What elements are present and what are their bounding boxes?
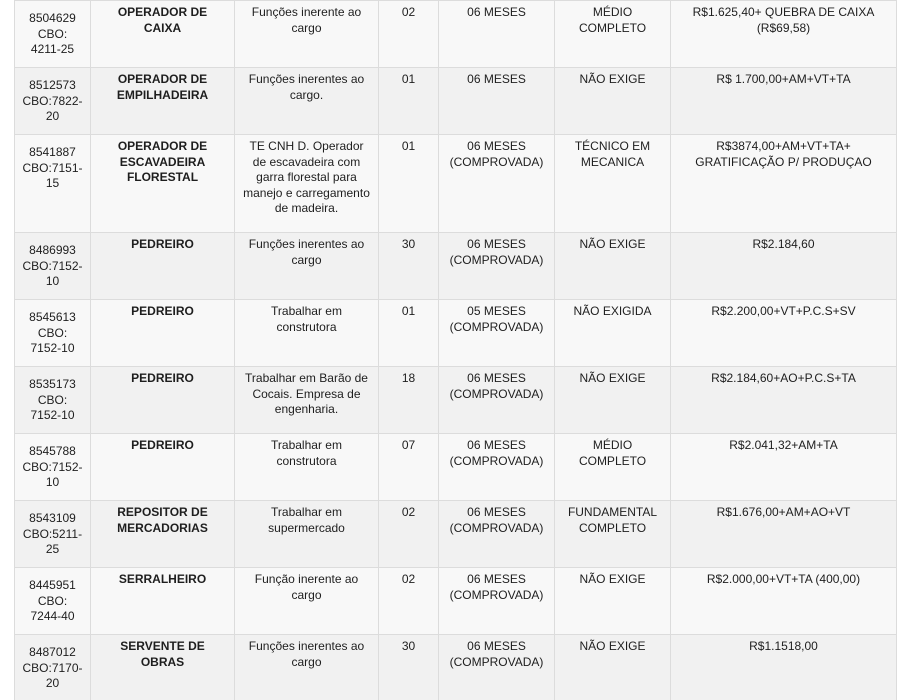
experience-cell — [439, 635, 555, 700]
table-row — [15, 568, 897, 635]
job-code-cell — [15, 1, 91, 68]
salary-cell — [671, 501, 897, 568]
job-listings-body — [15, 1, 897, 700]
experience-text: 06 MESES — [467, 72, 526, 86]
job-title-cell — [91, 501, 235, 568]
salary-text: R$2.000,00+VT+TA (400,00) — [706, 572, 861, 586]
requirements-text: Trabalhar em Barão de Cocais. Empresa de engenharia. — [245, 371, 368, 416]
job-title-cell — [91, 434, 235, 501]
requirements-cell — [235, 1, 379, 68]
salary-text: R$2.184,60 — [752, 237, 815, 251]
requirements-cell — [235, 233, 379, 300]
education-cell — [555, 1, 671, 68]
experience-text: 06 MESES — [467, 5, 526, 19]
experience-text: 06 MESES (COMPROVADA) — [449, 371, 544, 401]
requirements-cell — [235, 434, 379, 501]
table-row — [15, 501, 897, 568]
salary-text: R$1.676,00+AM+AO+VT — [716, 505, 851, 519]
requirements-text: Trabalhar em construtora — [271, 438, 342, 468]
experience-text: 06 MESES (COMPROVADA) — [449, 237, 544, 267]
salary-text: R$2.041,32+AM+TA — [729, 438, 838, 452]
salary-text: R$1.1518,00 — [749, 639, 818, 653]
education-text: MÉDIO COMPLETO — [578, 438, 647, 468]
requirements-cell — [235, 300, 379, 367]
quantity-text: 01 — [401, 304, 416, 318]
job-title-text: OPERADOR DE CAIXA — [117, 5, 208, 35]
quantity-cell — [379, 367, 439, 434]
quantity-cell — [379, 135, 439, 233]
salary-cell — [671, 300, 897, 367]
experience-cell — [439, 434, 555, 501]
job-code-cell — [15, 568, 91, 635]
requirements-text: TE CNH D. Operador de escavadeira com garra florestal para manejo e carregamento de madeira. — [243, 139, 370, 215]
requirements-text: Trabalhar em supermercado — [268, 505, 345, 535]
salary-cell — [671, 367, 897, 434]
job-code-cell — [15, 635, 91, 700]
quantity-text: 30 — [401, 237, 416, 251]
experience-text: 06 MESES (COMPROVADA) — [449, 139, 544, 169]
salary-text: R$2.200,00+VT+P.C.S+SV — [711, 304, 856, 318]
job-code-cell — [15, 501, 91, 568]
job-code-text: 8486993 CBO:7152- 10 — [22, 243, 83, 288]
experience-text: 06 MESES (COMPROVADA) — [449, 505, 544, 535]
education-cell — [555, 233, 671, 300]
requirements-cell — [235, 501, 379, 568]
education-text: FUNDAMENTAL COMPLETO — [567, 505, 658, 535]
job-code-cell — [15, 367, 91, 434]
education-text: NÃO EXIGIDA — [573, 304, 652, 318]
salary-text: R$2.184,60+AO+P.C.S+TA — [711, 371, 856, 385]
experience-cell — [439, 568, 555, 635]
experience-cell — [439, 233, 555, 300]
table-row — [15, 135, 897, 233]
job-title-cell — [91, 68, 235, 135]
job-title-text: PEDREIRO — [131, 237, 194, 251]
salary-cell — [671, 68, 897, 135]
requirements-text: Função inerente ao cargo — [254, 572, 359, 602]
experience-text: 06 MESES (COMPROVADA) — [449, 572, 544, 602]
job-title-text: SERVENTE DE OBRAS — [120, 639, 205, 669]
job-code-text: 8535173 CBO: 7152-10 — [29, 377, 76, 422]
requirements-text: Funções inerentes ao cargo — [248, 237, 365, 267]
job-code-text: 8545788 CBO:7152- 10 — [22, 444, 83, 489]
job-title-text: SERRALHEIRO — [118, 572, 207, 586]
quantity-text: 02 — [401, 572, 416, 586]
requirements-text: Funções inerentes ao cargo. — [248, 72, 365, 102]
experience-text: 06 MESES (COMPROVADA) — [449, 438, 544, 468]
quantity-cell — [379, 568, 439, 635]
job-code-text: 8541887 CBO:7151- 15 — [22, 145, 83, 190]
job-title-text: REPOSITOR DE MERCADORIAS — [117, 505, 208, 535]
job-listings-table — [14, 0, 897, 700]
salary-text: R$ 1.700,00+AM+VT+TA — [716, 72, 851, 86]
requirements-cell — [235, 135, 379, 233]
job-title-text: PEDREIRO — [131, 438, 194, 452]
education-text: NÃO EXIGE — [579, 572, 646, 586]
table-row — [15, 300, 897, 367]
salary-cell — [671, 568, 897, 635]
job-code-cell — [15, 135, 91, 233]
job-code-text: 8504629 CBO: 4211-25 — [29, 11, 76, 56]
quantity-cell — [379, 233, 439, 300]
quantity-text: 01 — [401, 139, 416, 153]
job-title-text: PEDREIRO — [131, 371, 194, 385]
education-cell — [555, 300, 671, 367]
education-cell — [555, 68, 671, 135]
salary-text: R$1.625,40+ QUEBRA DE CAIXA (R$69,58) — [692, 5, 875, 35]
education-cell — [555, 568, 671, 635]
job-code-text: 8543109 CBO:5211- 25 — [22, 511, 83, 556]
job-code-text: 8512573 CBO:7822- 20 — [22, 78, 83, 123]
table-row — [15, 233, 897, 300]
experience-text: 06 MESES (COMPROVADA) — [449, 639, 544, 669]
education-text: TÉCNICO EM MECANICA — [574, 139, 651, 169]
salary-cell — [671, 233, 897, 300]
quantity-cell — [379, 501, 439, 568]
salary-cell — [671, 434, 897, 501]
job-code-text: 8445951 CBO: 7244-40 — [29, 578, 76, 623]
quantity-cell — [379, 434, 439, 501]
job-title-text: OPERADOR DE EMPILHADEIRA — [116, 72, 209, 102]
experience-cell — [439, 367, 555, 434]
education-text: NÃO EXIGE — [579, 639, 646, 653]
salary-cell — [671, 635, 897, 700]
table-row — [15, 68, 897, 135]
requirements-cell — [235, 568, 379, 635]
job-title-cell — [91, 300, 235, 367]
requirements-text: Funções inerente ao cargo — [251, 5, 362, 35]
education-cell — [555, 501, 671, 568]
job-code-cell — [15, 68, 91, 135]
job-code-cell — [15, 233, 91, 300]
job-title-cell — [91, 367, 235, 434]
job-code-cell — [15, 434, 91, 501]
quantity-text: 30 — [401, 639, 416, 653]
education-cell — [555, 367, 671, 434]
job-title-text: PEDREIRO — [131, 304, 194, 318]
table-row — [15, 367, 897, 434]
experience-cell — [439, 300, 555, 367]
quantity-text: 02 — [401, 505, 416, 519]
salary-text: R$3874,00+AM+VT+TA+ GRATIFICAÇÃO P/ PRODUÇAO — [695, 139, 872, 169]
quantity-text: 18 — [401, 371, 416, 385]
experience-cell — [439, 135, 555, 233]
requirements-cell — [235, 367, 379, 434]
experience-text: 05 MESES (COMPROVADA) — [449, 304, 544, 334]
table-row — [15, 635, 897, 700]
education-text: NÃO EXIGE — [579, 237, 646, 251]
salary-cell — [671, 135, 897, 233]
education-text: MÉDIO COMPLETO — [578, 5, 647, 35]
education-text: NÃO EXIGE — [579, 371, 646, 385]
job-title-cell — [91, 233, 235, 300]
quantity-text: 02 — [401, 5, 416, 19]
job-title-cell — [91, 568, 235, 635]
quantity-cell — [379, 68, 439, 135]
job-title-cell — [91, 635, 235, 700]
job-title-cell — [91, 135, 235, 233]
quantity-text: 01 — [401, 72, 416, 86]
job-title-cell — [91, 1, 235, 68]
job-code-cell — [15, 300, 91, 367]
salary-cell — [671, 1, 897, 68]
requirements-text: Trabalhar em construtora — [271, 304, 342, 334]
job-code-text: 8545613 CBO: 7152-10 — [29, 310, 76, 355]
job-title-text: OPERADOR DE ESCAVADEIRA FLORESTAL — [117, 139, 208, 184]
education-cell — [555, 135, 671, 233]
requirements-text: Funções inerentes ao cargo — [248, 639, 365, 669]
quantity-text: 07 — [401, 438, 416, 452]
quantity-cell — [379, 1, 439, 68]
experience-cell — [439, 501, 555, 568]
quantity-cell — [379, 300, 439, 367]
education-cell — [555, 635, 671, 700]
experience-cell — [439, 1, 555, 68]
job-code-text: 8487012 CBO:7170- 20 — [22, 645, 83, 690]
quantity-cell — [379, 635, 439, 700]
requirements-cell — [235, 68, 379, 135]
education-text: NÃO EXIGE — [579, 72, 646, 86]
education-cell — [555, 434, 671, 501]
experience-cell — [439, 68, 555, 135]
table-row — [15, 434, 897, 501]
table-row — [15, 1, 897, 68]
requirements-cell — [235, 635, 379, 700]
